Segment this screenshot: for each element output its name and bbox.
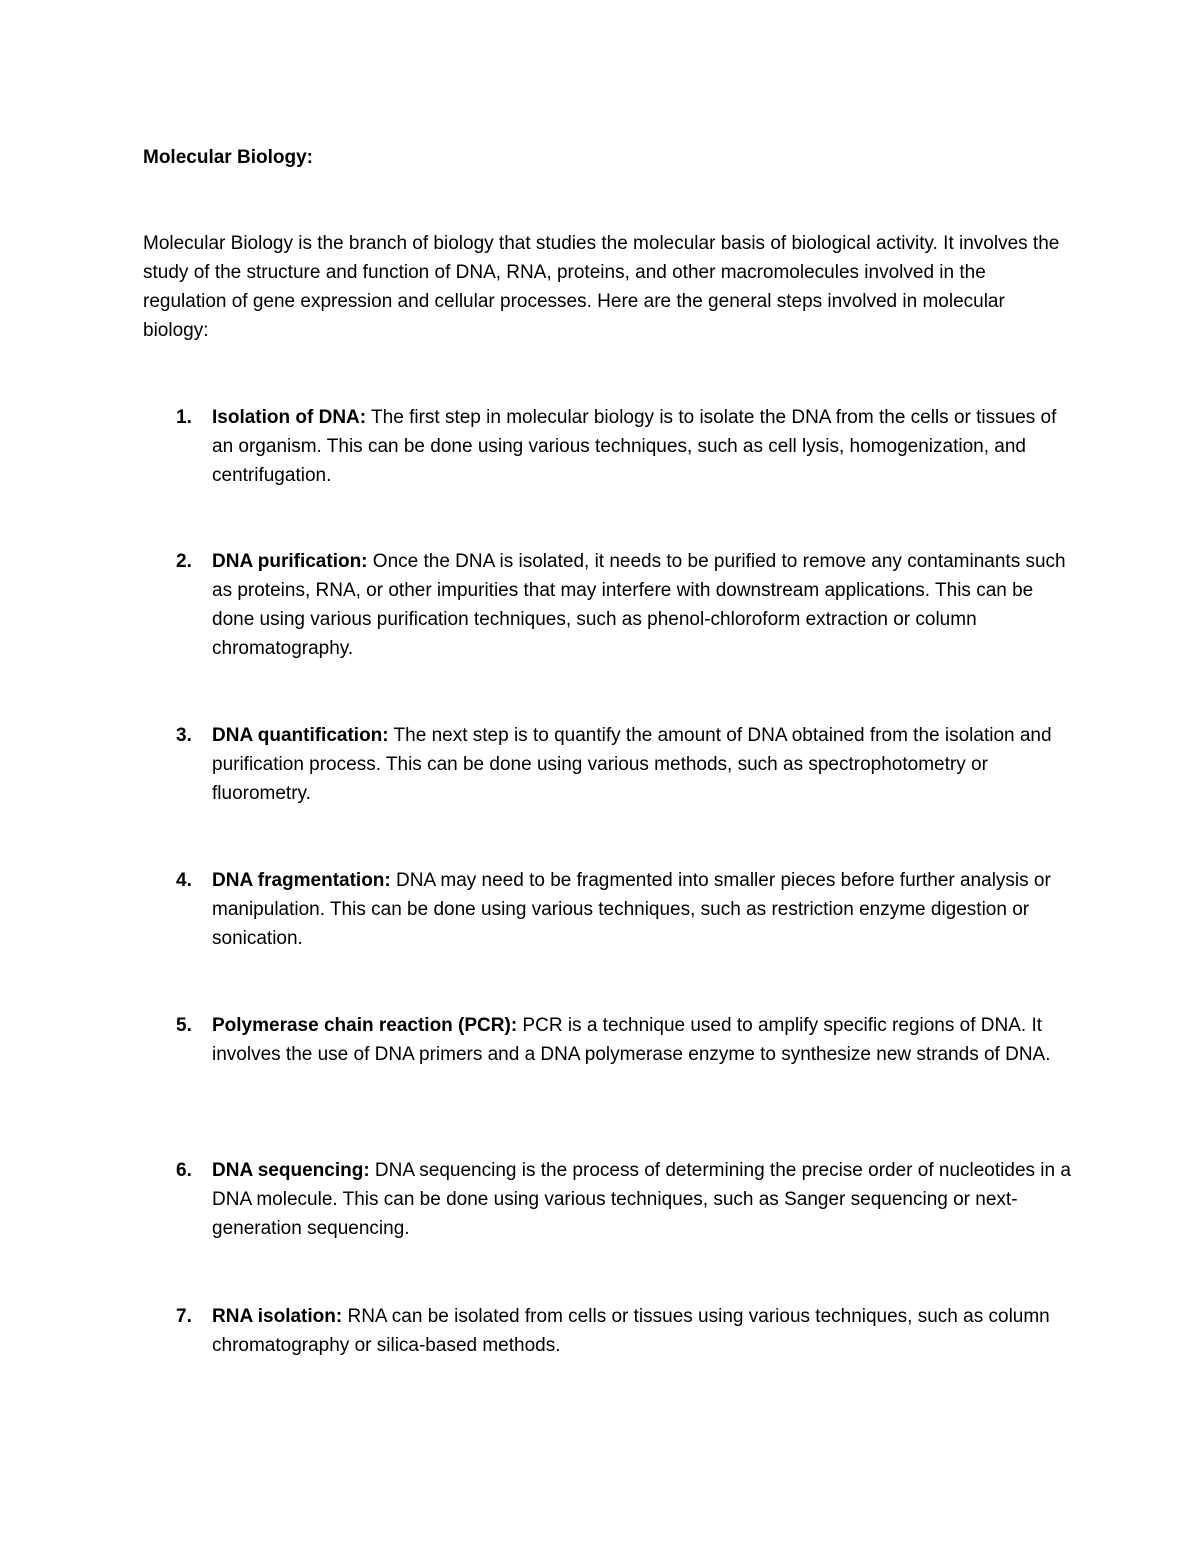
list-item-number: 4.	[176, 870, 192, 891]
list-item-body	[212, 403, 1076, 490]
list-item-body	[212, 1302, 1076, 1360]
list-item-number: 2.	[176, 551, 192, 572]
list-item-body	[212, 547, 1076, 663]
list-item-number: 6.	[176, 1160, 192, 1181]
list-item-description: The next step is to quantify the amount of DNA obtained from the isolation and purification process. This can be done using various methods, such as spectrophotometry or fluorometry.	[212, 725, 1052, 804]
list-item-description: Once the DNA is isolated, it needs to be purified to remove any contaminants such as proteins, RNA, or other impurities that may interfere with downstream applications. This can be done using various purification techniques, such as phenol-chloroform extraction or column chromatography.	[212, 551, 1066, 659]
list-item-description: RNA can be isolated from cells or tissues using various techniques, such as column chromatography or silica-based methods.	[212, 1306, 1050, 1356]
list-item-term: RNA isolation:	[212, 1306, 343, 1327]
list-item-term: Polymerase chain reaction (PCR):	[212, 1015, 518, 1036]
list-item-dna-quantification	[176, 721, 1076, 808]
intro-paragraph: Molecular Biology is the branch of biology that studies the molecular basis of biological activity. It involves the study of the structure and function of DNA, RNA, proteins, and other macromolecules involved in the regulation of gene expression and cellular processes. Here are the general steps involved in molecular biology:	[143, 233, 1060, 341]
list-item-number: 3.	[176, 725, 192, 746]
list-item-description: DNA sequencing is the process of determining the precise order of nucleotides in a DNA molecule. This can be done using various techniques, such as Sanger sequencing or next-generation sequencing.	[212, 1160, 1071, 1239]
list-item-description: PCR is a technique used to amplify specific regions of DNA. It involves the use of DNA primers and a DNA polymerase enzyme to synthesize new strands of DNA.	[212, 1015, 1051, 1065]
list-item-dna-fragmentation	[176, 866, 1076, 953]
list-item-term: Isolation of DNA:	[212, 407, 367, 428]
document-title: Molecular Biology:	[143, 147, 313, 168]
list-item-pcr	[176, 1011, 1076, 1069]
list-item-number: 1.	[176, 407, 192, 428]
list-item-dna-purification	[176, 547, 1076, 663]
list-item-description: The first step in molecular biology is to isolate the DNA from the cells or tissues of an organism. This can be done using various techniques, such as cell lysis, homogenization, and centrifugation.	[212, 407, 1057, 486]
list-item-number: 5.	[176, 1015, 192, 1036]
list-item-number: 7.	[176, 1306, 192, 1327]
list-item-term: DNA sequencing:	[212, 1160, 370, 1181]
list-item-term: DNA purification:	[212, 551, 368, 572]
list-item-isolation-of-dna	[176, 403, 1076, 490]
list-item-body	[212, 1011, 1076, 1069]
list-item-term: DNA quantification:	[212, 725, 389, 746]
list-item-body	[212, 721, 1076, 808]
list-item-dna-sequencing	[176, 1156, 1076, 1243]
list-item-term: DNA fragmentation:	[212, 870, 391, 891]
list-item-body	[212, 1156, 1076, 1243]
list-item-description: DNA may need to be fragmented into smaller pieces before further analysis or manipulation. This can be done using various techniques, such as restriction enzyme digestion or sonication.	[212, 870, 1051, 949]
list-item-body	[212, 866, 1076, 953]
list-item-rna-isolation	[176, 1302, 1076, 1360]
